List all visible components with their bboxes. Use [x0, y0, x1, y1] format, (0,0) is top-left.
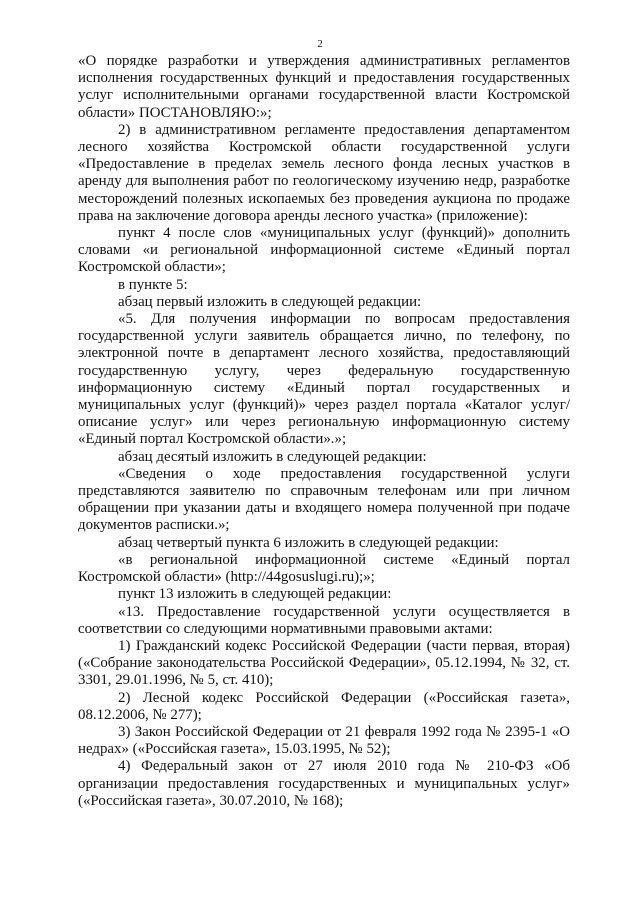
paragraph-point-13-text: «13. Предоставление государственной услуги осуществляется в соответствии со следующими нормативными правовыми актами:: [78, 603, 570, 637]
paragraph-point-5: в пункте 5:: [118, 276, 188, 293]
document-body: [78, 53, 570, 810]
paragraph-point-6: абзац четвертый пункта 6 изложить в следующей редакции:: [118, 534, 499, 551]
paragraph-svedeniya: «Сведения о ходе предоставления государственной услуги представляются заявителю по справочным телефонам или при личном обращении при указании даты и входящего номера полученной при подаче документов расписки.»;: [78, 465, 570, 534]
paragraph-point-13: пункт 13 изложить в следующей редакции:: [118, 586, 392, 603]
paragraph-tenth-abzac: абзац десятый изложить в следующей редакции:: [118, 448, 427, 465]
paragraph-item-2: 2) в административном регламенте предоставления департаментом лесного хозяйства Костромской области государственной услуги «Предоставление в пределах земель лесного фонда лесных участков в аренду для выполнения работ по геологическому изучению недр, разработке месторождений полезных ископаемых без проведения аукциона по продаже права на заключение договора аренды лесного участка» (приложение):: [78, 121, 570, 224]
paragraph-regional-system: «в региональной информационной системе «Единый портал Костромской области» (http://44gosuslugi.ru);»;: [78, 551, 570, 586]
paragraph-law-3: 3) Закон Российской Федерации от 21 февраля 1992 года № 2395-1 «О недрах» («Российская газета», 15.03.1995, № 52);: [78, 723, 570, 758]
paragraph-point-5-text: «5. Для получения информации по вопросам предоставления государственной услуги заявитель обращается лично, по телефону, по электронной почте в департамент лесного хозяйства, предоставляющий государственную услугу, через федеральную государственную информационную систему «Единый портал государственных и муниципальных услуг (функций)» через раздел портала «Каталог услуг/описание услуг» или через региональную информационную систему «Единый портал Костромской области».»;: [78, 311, 570, 448]
page-number: 2: [317, 38, 323, 50]
paragraph-law-1: 1) Гражданский кодекс Российской Федерации (части первая, вторая) («Собрание законодательства Российской Федерации», 05.12.1994, № 32, ст. 3301, 29.01.1996, № 5, ст. 410);: [78, 637, 570, 689]
paragraph-first-abzac: абзац первый изложить в следующей редакции:: [118, 293, 422, 310]
paragraph-law-4: 4) Федеральный закон от 27 июля 2010 года № 210-ФЗ «Об организации предоставления государственных и муниципальных услуг» («Российская газета», 30.07.2010, № 168);: [78, 758, 570, 809]
paragraph-point-4: пункт 4 после слов «муниципальных услуг (функций)» дополнить словами «и региональной информационной системе «Единый портал Костромской области»;: [78, 225, 570, 276]
paragraph-intro-continuation: «О порядке разработки и утверждения административных регламентов исполнения государственных функций и предоставления государственных услуг исполнительными органами государственной власти Костромской области» ПОСТАНОВЛЯЮ:»;: [78, 53, 570, 121]
paragraph-law-2: 2) Лесной кодекс Российской Федерации («Российская газета», 08.12.2006, № 277);: [78, 689, 570, 723]
